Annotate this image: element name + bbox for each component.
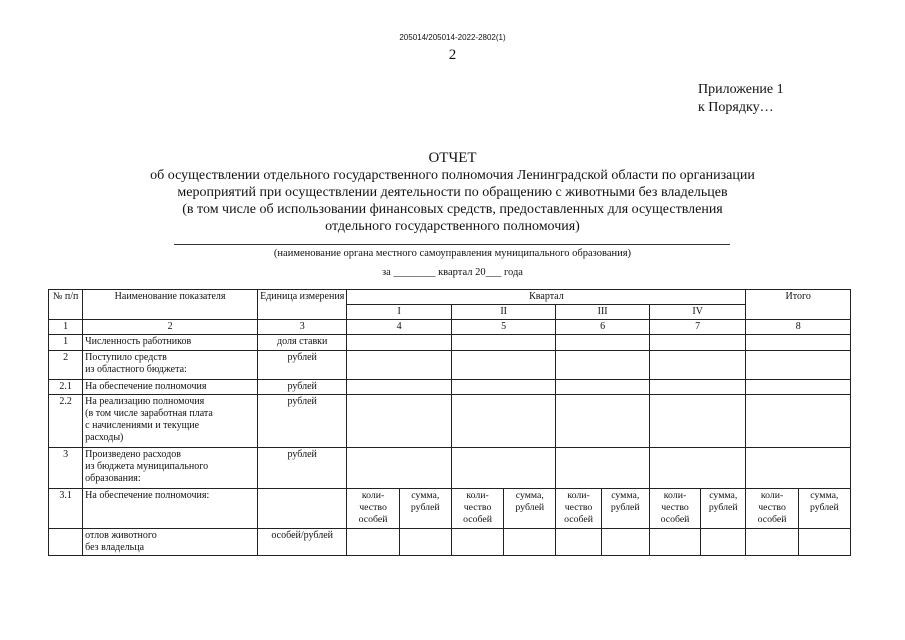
value-cell bbox=[451, 395, 556, 448]
value-cell bbox=[556, 380, 649, 395]
table-row bbox=[49, 529, 851, 556]
value-cell bbox=[746, 529, 798, 556]
value-cell bbox=[649, 351, 746, 380]
document-id: 205014/205014-2022-2802(1) bbox=[399, 33, 506, 42]
column-number: 3 bbox=[258, 320, 347, 335]
quarter-2-header: II bbox=[451, 305, 556, 320]
title-line-2: мероприятий при осуществлении деятельности по обращению с животными без владельцев bbox=[177, 185, 728, 200]
column-number: 2 bbox=[83, 320, 258, 335]
row-num: 2 bbox=[49, 351, 83, 380]
row-num: 2.2 bbox=[49, 395, 83, 448]
column-number: 1 bbox=[49, 320, 83, 335]
value-cell bbox=[649, 380, 746, 395]
value-cell bbox=[347, 380, 452, 395]
value-cell bbox=[649, 335, 746, 351]
value-cell bbox=[451, 380, 556, 395]
row-name: Поступило средств из областного бюджета: bbox=[83, 351, 258, 380]
column-number: 4 bbox=[347, 320, 452, 335]
sum-subheader: сумма, рублей bbox=[701, 489, 746, 529]
sum-subheader: сумма, рублей bbox=[504, 489, 556, 529]
table-row bbox=[49, 351, 851, 380]
qty-subheader: коли- чество особей bbox=[451, 489, 503, 529]
value-cell bbox=[746, 395, 851, 448]
quarter-4-header: IV bbox=[649, 305, 746, 320]
col-name-header: Наименование показателя bbox=[83, 290, 258, 320]
total-header: Итого bbox=[746, 290, 851, 320]
report-title bbox=[0, 150, 905, 235]
value-cell bbox=[649, 395, 746, 448]
value-cell bbox=[649, 448, 746, 489]
value-cell bbox=[451, 335, 556, 351]
value-cell bbox=[556, 335, 649, 351]
row-num: 1 bbox=[49, 335, 83, 351]
table-row bbox=[49, 335, 851, 351]
title-line-1: об осуществлении отдельного государственного полномочия Ленинградской области по организации bbox=[150, 168, 755, 183]
value-cell bbox=[451, 529, 503, 556]
page-number: 2 bbox=[448, 47, 457, 63]
row-num bbox=[49, 529, 83, 556]
value-cell bbox=[746, 335, 851, 351]
value-cell bbox=[556, 529, 601, 556]
org-name-blank-line bbox=[174, 244, 730, 245]
qty-subheader: коли- чество особей bbox=[347, 489, 399, 529]
quarter-1-header: I bbox=[347, 305, 452, 320]
value-cell bbox=[746, 448, 851, 489]
value-cell bbox=[556, 351, 649, 380]
value-cell bbox=[451, 351, 556, 380]
org-name-caption: (наименование органа местного самоуправления муниципального образования) bbox=[273, 248, 632, 259]
column-number: 6 bbox=[556, 320, 649, 335]
report-heading: ОТЧЕТ bbox=[428, 150, 477, 166]
table-row bbox=[49, 395, 851, 448]
value-cell bbox=[746, 380, 851, 395]
qty-subheader: коли- чество особей bbox=[746, 489, 798, 529]
value-cell bbox=[556, 448, 649, 489]
column-number: 8 bbox=[746, 320, 851, 335]
row-num: 3 bbox=[49, 448, 83, 489]
row-unit: доля ставки bbox=[258, 335, 347, 351]
row-name: На обеспечение полномочия: bbox=[83, 489, 258, 529]
row-name: отлов животного без владельца bbox=[83, 529, 258, 556]
value-cell bbox=[347, 529, 399, 556]
value-cell bbox=[798, 529, 850, 556]
table-row bbox=[49, 380, 851, 395]
sum-subheader: сумма, рублей bbox=[399, 489, 451, 529]
value-cell bbox=[649, 529, 700, 556]
table-row bbox=[49, 448, 851, 489]
value-cell bbox=[556, 395, 649, 448]
row-num: 3.1 bbox=[49, 489, 83, 529]
sum-subheader: сумма, рублей bbox=[798, 489, 850, 529]
appendix-line-2: к Порядку… bbox=[698, 100, 774, 115]
qty-subheader: коли- чество особей bbox=[556, 489, 601, 529]
value-cell bbox=[347, 351, 452, 380]
sum-subheader: сумма, рублей bbox=[601, 489, 649, 529]
appendix-note bbox=[698, 81, 784, 117]
value-cell bbox=[399, 529, 451, 556]
value-cell bbox=[746, 351, 851, 380]
quarter-header: Квартал bbox=[347, 290, 746, 305]
appendix-line-1: Приложение 1 bbox=[698, 82, 784, 97]
col-num-header: № п/п bbox=[49, 290, 83, 320]
column-numbers-row bbox=[49, 320, 851, 335]
row-num: 2.1 bbox=[49, 380, 83, 395]
report-table bbox=[48, 289, 851, 556]
column-number: 7 bbox=[649, 320, 746, 335]
row-unit: рублей bbox=[258, 380, 347, 395]
row-name: На обеспечение полномочия bbox=[83, 380, 258, 395]
quarter-3-header: III bbox=[556, 305, 649, 320]
row-name: На реализацию полномочия (в том числе заработная плата с начислениями и текущие расходы) bbox=[83, 395, 258, 448]
value-cell bbox=[451, 448, 556, 489]
value-cell bbox=[347, 395, 452, 448]
row-unit: особей/рублей bbox=[258, 529, 347, 556]
col-unit-header: Единица измерения bbox=[258, 290, 347, 320]
row-unit: рублей bbox=[258, 351, 347, 380]
row-unit: рублей bbox=[258, 448, 347, 489]
title-line-3: (в том числе об использовании финансовых средств, предоставленных для осуществления bbox=[182, 202, 723, 217]
value-cell bbox=[347, 448, 452, 489]
value-cell bbox=[601, 529, 649, 556]
value-cell bbox=[347, 335, 452, 351]
row-name: Произведено расходов из бюджета муниципального образования: bbox=[83, 448, 258, 489]
title-line-4: отдельного государственного полномочия) bbox=[325, 219, 580, 234]
column-number: 5 bbox=[451, 320, 556, 335]
report-period: за ________ квартал 20___ года bbox=[382, 267, 523, 278]
value-cell bbox=[504, 529, 556, 556]
row-name: Численность работников bbox=[83, 335, 258, 351]
row-unit: рублей bbox=[258, 395, 347, 448]
value-cell bbox=[701, 529, 746, 556]
table-header-row bbox=[49, 290, 851, 305]
table-row bbox=[49, 489, 851, 529]
row-unit bbox=[258, 489, 347, 529]
qty-subheader: коли- чество особей bbox=[649, 489, 700, 529]
